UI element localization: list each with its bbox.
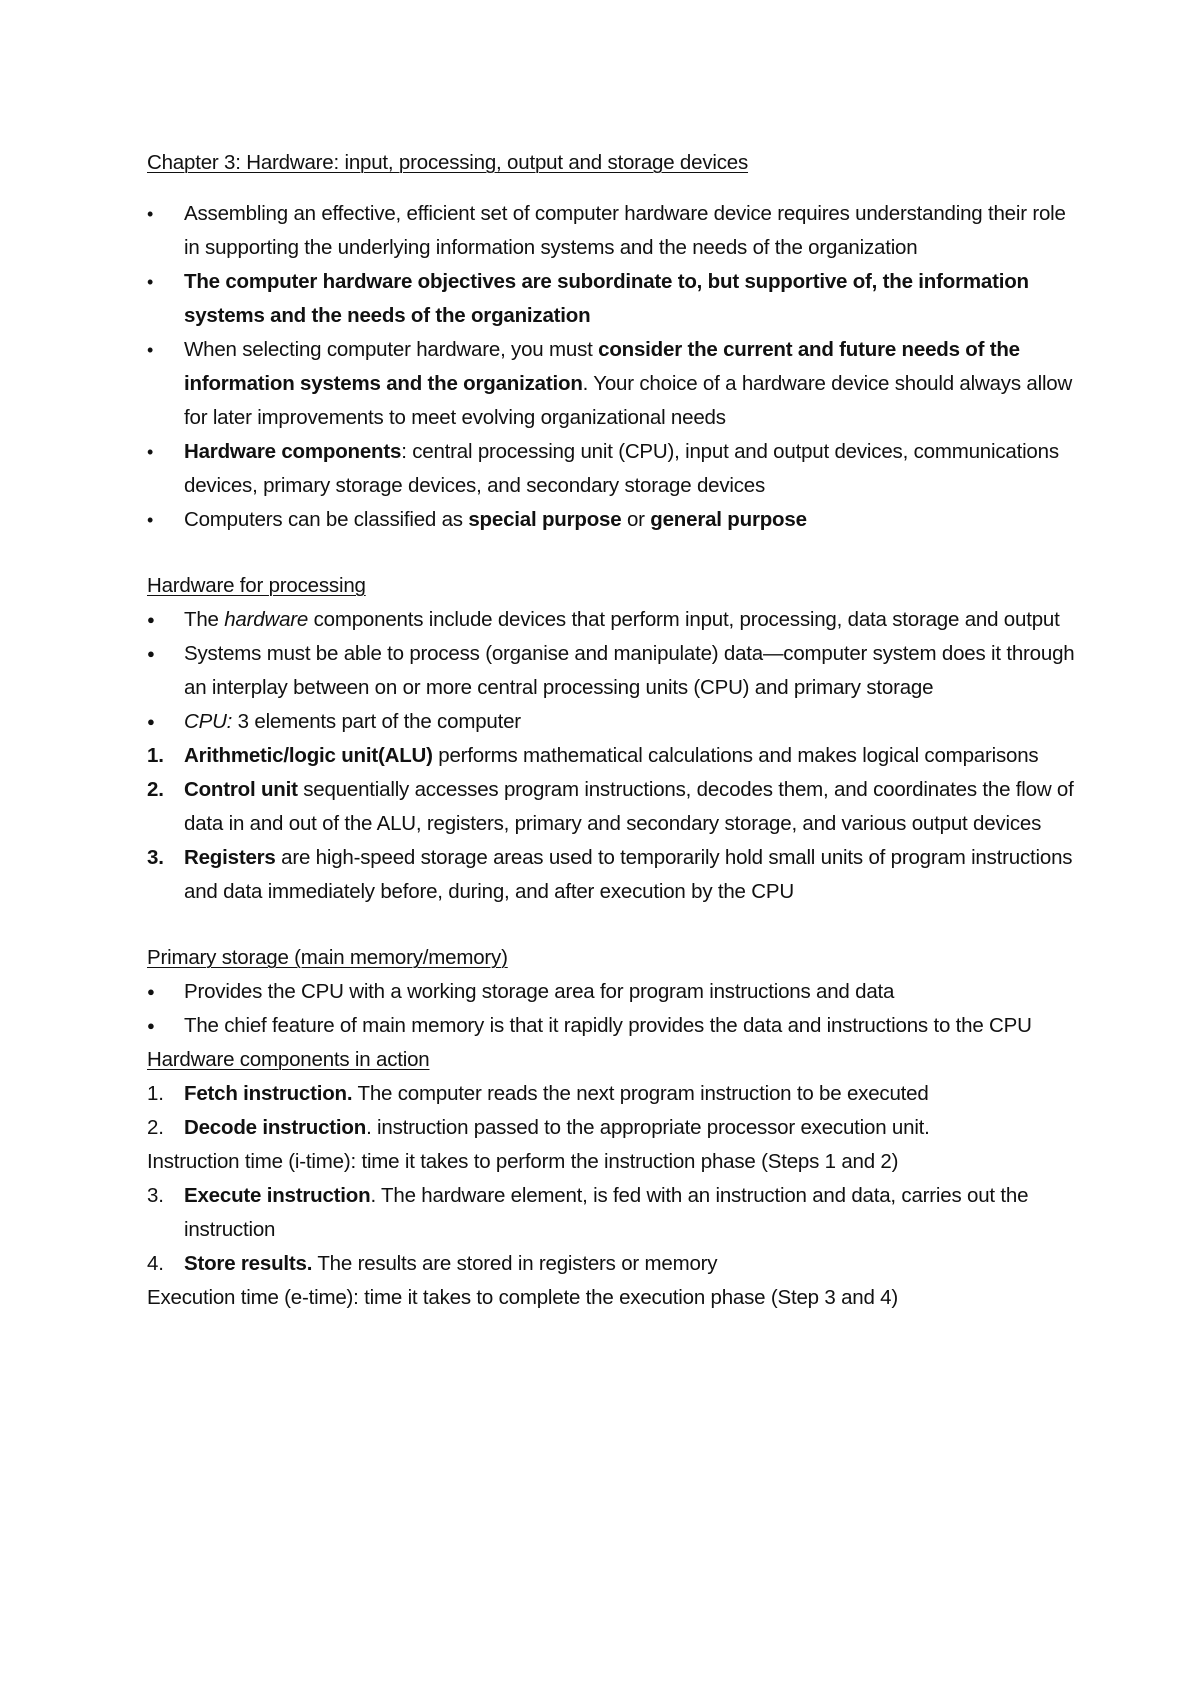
list-item	[147, 333, 1080, 435]
item-bold-text: Registers	[184, 846, 276, 869]
item-text: Provides the CPU with a working storage area for program instructions and data	[184, 980, 895, 1003]
item-bold-text: special purpose	[468, 508, 622, 531]
list-item	[147, 503, 1080, 537]
item-text: Systems must be able to process (organise and manipulate) data—computer system does it through an interplay between on or more central processing units (CPU) and primary storage	[184, 642, 1075, 699]
list-number: 2.	[147, 778, 164, 801]
list-number: 2.	[147, 1116, 164, 1139]
list-item	[147, 1111, 1080, 1145]
list-item	[147, 705, 1080, 739]
item-text: sequentially accesses program instructions, decodes them, and coordinates the flow of data in and out of the ALU, registers, primary and secondary storage, and various output devices	[184, 778, 1074, 835]
list-number: 1.	[147, 744, 164, 767]
section-heading-primary-storage: Primary storage (main memory/memory)	[147, 946, 508, 969]
item-bold-text: Execute instruction	[184, 1184, 371, 1207]
item-italic-text: hardware	[224, 608, 309, 631]
item-text: 3 elements part of the computer	[232, 710, 521, 733]
item-text: Computers can be classified as	[184, 508, 469, 531]
list-number: 4.	[147, 1252, 164, 1275]
itime-definition: Instruction time (i-time): time it takes to perform the instruction phase (Steps 1 and 2)	[147, 1150, 899, 1173]
item-text: . Your choice of a hardware device should always allow for later improvements to meet evolving organizational needs	[184, 372, 1073, 429]
list-number: 1.	[147, 1082, 164, 1105]
item-text: The chief feature of main memory is that it rapidly provides the data and instructions to the CPU	[184, 1014, 1032, 1037]
item-text: : central processing unit (CPU), input and output devices, communications devices, primary storage devices, and secondary storage devices	[184, 440, 1059, 497]
item-bold-text: Fetch instruction.	[184, 1082, 353, 1105]
list-number: 3.	[147, 846, 164, 869]
list-item	[147, 975, 1080, 1009]
item-text: When selecting computer hardware, you must	[184, 338, 599, 361]
list-item	[147, 1247, 1080, 1281]
section-heading-in-action: Hardware components in action	[147, 1048, 430, 1071]
item-text: The computer reads the next program instruction to be executed	[352, 1082, 929, 1105]
item-bold-text: Decode instruction	[184, 1116, 367, 1139]
list-item	[147, 265, 1080, 333]
list-item	[147, 773, 1080, 841]
item-bold-text: Store results.	[184, 1252, 313, 1275]
item-bold-text: Control unit	[184, 778, 298, 801]
list-item	[147, 637, 1080, 705]
section-heading-processing: Hardware for processing	[147, 574, 366, 597]
list-item	[147, 739, 1080, 773]
item-text: The	[184, 608, 225, 631]
list-number: 3.	[147, 1184, 164, 1207]
item-text: . instruction passed to the appropriate processor execution unit.	[366, 1116, 930, 1139]
list-item	[147, 1077, 1080, 1111]
list-item	[147, 603, 1080, 637]
item-text: . The hardware element, is fed with an instruction and data, carries out the instruction	[184, 1184, 1029, 1241]
cpu-elements-list	[147, 739, 1080, 909]
item-text: performs mathematical calculations and makes logical comparisons	[432, 744, 1039, 767]
cycle-steps-list-b	[147, 1179, 1080, 1281]
item-italic-text: CPU:	[184, 710, 233, 733]
item-text: are high-speed storage areas used to temporarily hold small units of program instructions and data immediately before, during, and after execution by the CPU	[184, 846, 1073, 903]
item-text: Assembling an effective, efficient set of computer hardware device requires understanding their role in supporting the underlying information systems and the needs of the organization	[184, 202, 1066, 259]
chapter-heading: Chapter 3: Hardware: input, processing, output and storage devices	[147, 151, 749, 174]
intro-bullet-list	[147, 197, 1080, 537]
cycle-steps-list-a	[147, 1077, 1080, 1145]
list-item	[147, 197, 1080, 265]
item-bold-text: Arithmetic/logic unit(ALU)	[184, 744, 433, 767]
processing-bullet-list	[147, 603, 1080, 739]
list-item	[147, 1009, 1080, 1043]
primary-storage-bullet-list	[147, 975, 1080, 1043]
item-text: or	[621, 508, 651, 531]
item-text: The results are stored in registers or memory	[312, 1252, 718, 1275]
item-bold-text: Hardware components	[184, 440, 402, 463]
item-bold-text: consider the current and future needs of the information systems and the organization	[184, 338, 1020, 395]
item-bold-text: general purpose	[650, 508, 807, 531]
list-item	[147, 1179, 1080, 1247]
item-bold-text: The computer hardware objectives are subordinate to, but supportive of, the information systems and the needs of the organization	[184, 270, 1029, 327]
item-text: components include devices that perform input, processing, data storage and output	[308, 608, 1060, 631]
list-item	[147, 435, 1080, 503]
etime-definition: Execution time (e-time): time it takes to complete the execution phase (Step 3 and 4)	[147, 1286, 898, 1309]
list-item	[147, 841, 1080, 909]
